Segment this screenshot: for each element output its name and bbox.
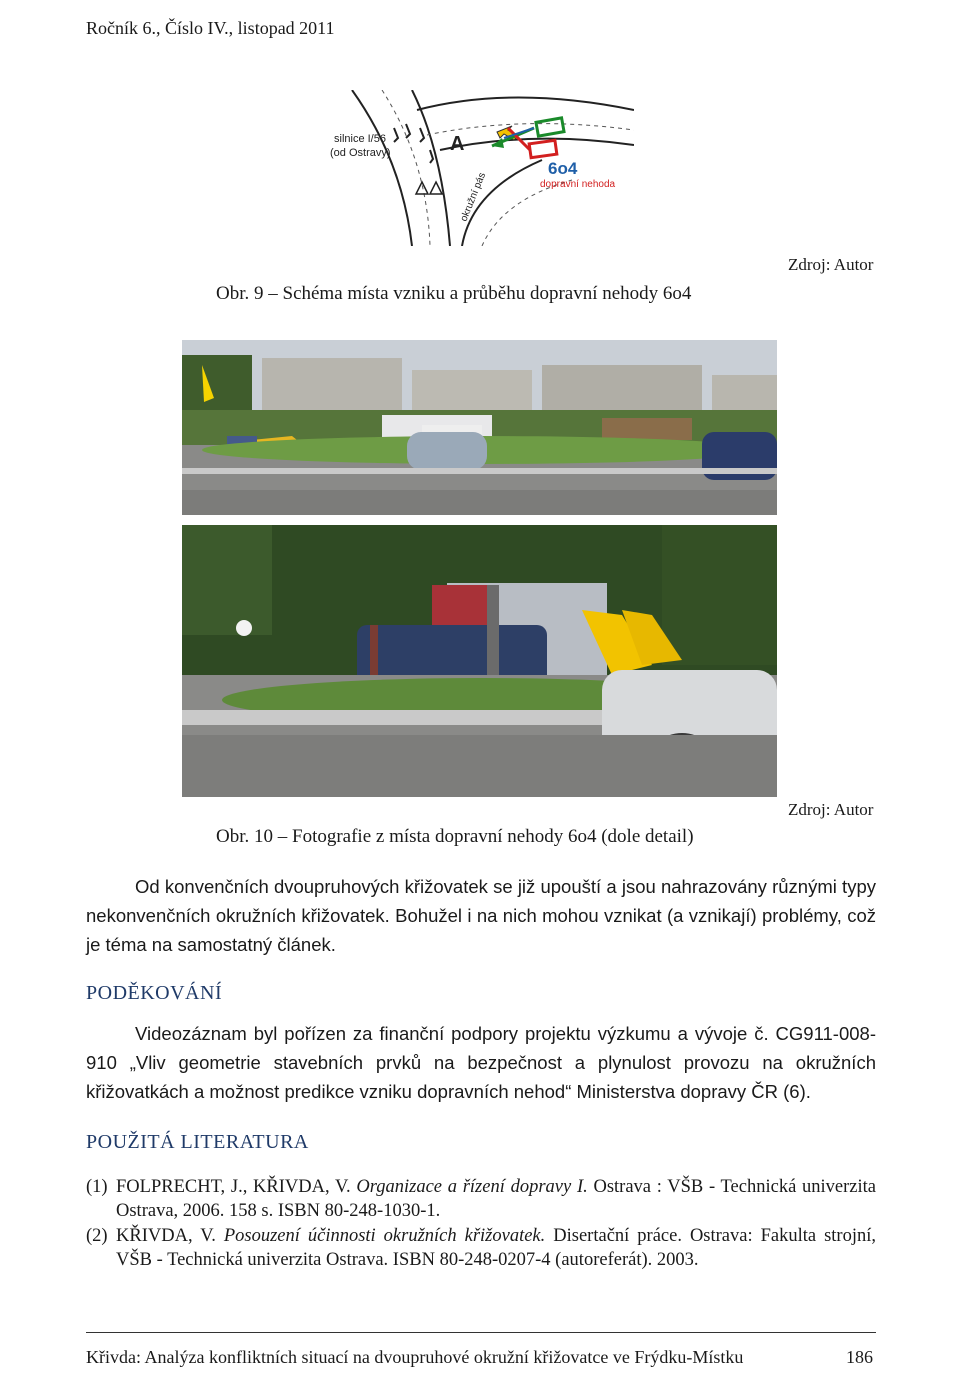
reference-title: Posouzení účinnosti okružních křižovatek.	[223, 1226, 546, 1246]
ring-lane-label: okružní pás	[458, 171, 489, 224]
figure10-source: Zdroj: Autor	[788, 800, 874, 819]
page-number: 186	[846, 1347, 873, 1367]
roundabout-schematic	[322, 90, 634, 246]
running-header: Ročník 6., Číslo IV., listopad 2011	[86, 18, 335, 38]
case-type-label: dopravní nehoda	[540, 179, 616, 190]
figure9-source: Zdroj: Autor	[788, 255, 874, 274]
from-label: (od Ostravy)	[330, 147, 391, 159]
reference-title: Organizace a řízení dopravy I.	[356, 1177, 588, 1197]
reference-item	[86, 1175, 876, 1223]
road-label: silnice I/56	[334, 133, 386, 145]
body-paragraph: Od konvenčních dvoupruhových křižovatek se již upouští a jsou nahrazovány různými typy nekonvenčních okružních křižovatek. Bohužel i na nich mohou vznikat (a vznikají) problémy, což je téma na samostatný článek.	[86, 876, 876, 955]
reference-authors: KŘIVDA, V.	[116, 1226, 224, 1246]
footer-divider	[86, 1332, 876, 1333]
case-id-label: 6o4	[548, 159, 578, 178]
reference-item	[86, 1224, 876, 1272]
reference-number: (1)	[86, 1177, 108, 1197]
running-footer: Křivda: Analýza konfliktních situací na dvoupruhové okružní křižovatce ve Frýdku-Místku	[86, 1347, 744, 1367]
figure9-diagram	[322, 90, 634, 246]
reference-details: Ostrava : VŠB - Technická univerzita Ostrava, 2006. 158 s. ISBN 80-248-1030-1.	[116, 1177, 876, 1221]
literature-heading: POUŽITÁ LITERATURA	[86, 1131, 309, 1153]
acknowledgement-text: Videozáznam byl pořízen za finanční podpory projektu výzkumu a vývoje č. CG911-008-910 „Vliv geometrie stavebních prvků na bezpečnost a plynulost provozu na okružních křižovatkách a možnost predikce vzniku dopravních nehod“ Ministerstva dopravy ČR (6).	[86, 1023, 876, 1102]
figure10-photo-overview	[182, 340, 777, 515]
acknowledgement-heading: PODĚKOVÁNÍ	[86, 982, 223, 1004]
reference-number: (2)	[86, 1226, 108, 1246]
zone-label: A	[450, 133, 465, 155]
figure10-caption: Obr. 10 – Fotografie z místa dopravní nehody 6o4 (dole detail)	[216, 826, 694, 847]
reference-authors: FOLPRECHT, J., KŘIVDA, V.	[116, 1177, 357, 1197]
reference-details: Disertační práce. Ostrava: Fakulta strojní, VŠB - Technická univerzita Ostrava. ISBN 80-248-0207-4 (autoreferát). 2003.	[116, 1226, 876, 1270]
figure10-photo-detail	[182, 525, 777, 797]
figure9-caption: Obr. 9 – Schéma místa vzniku a průběhu dopravní nehody 6o4	[216, 283, 692, 304]
